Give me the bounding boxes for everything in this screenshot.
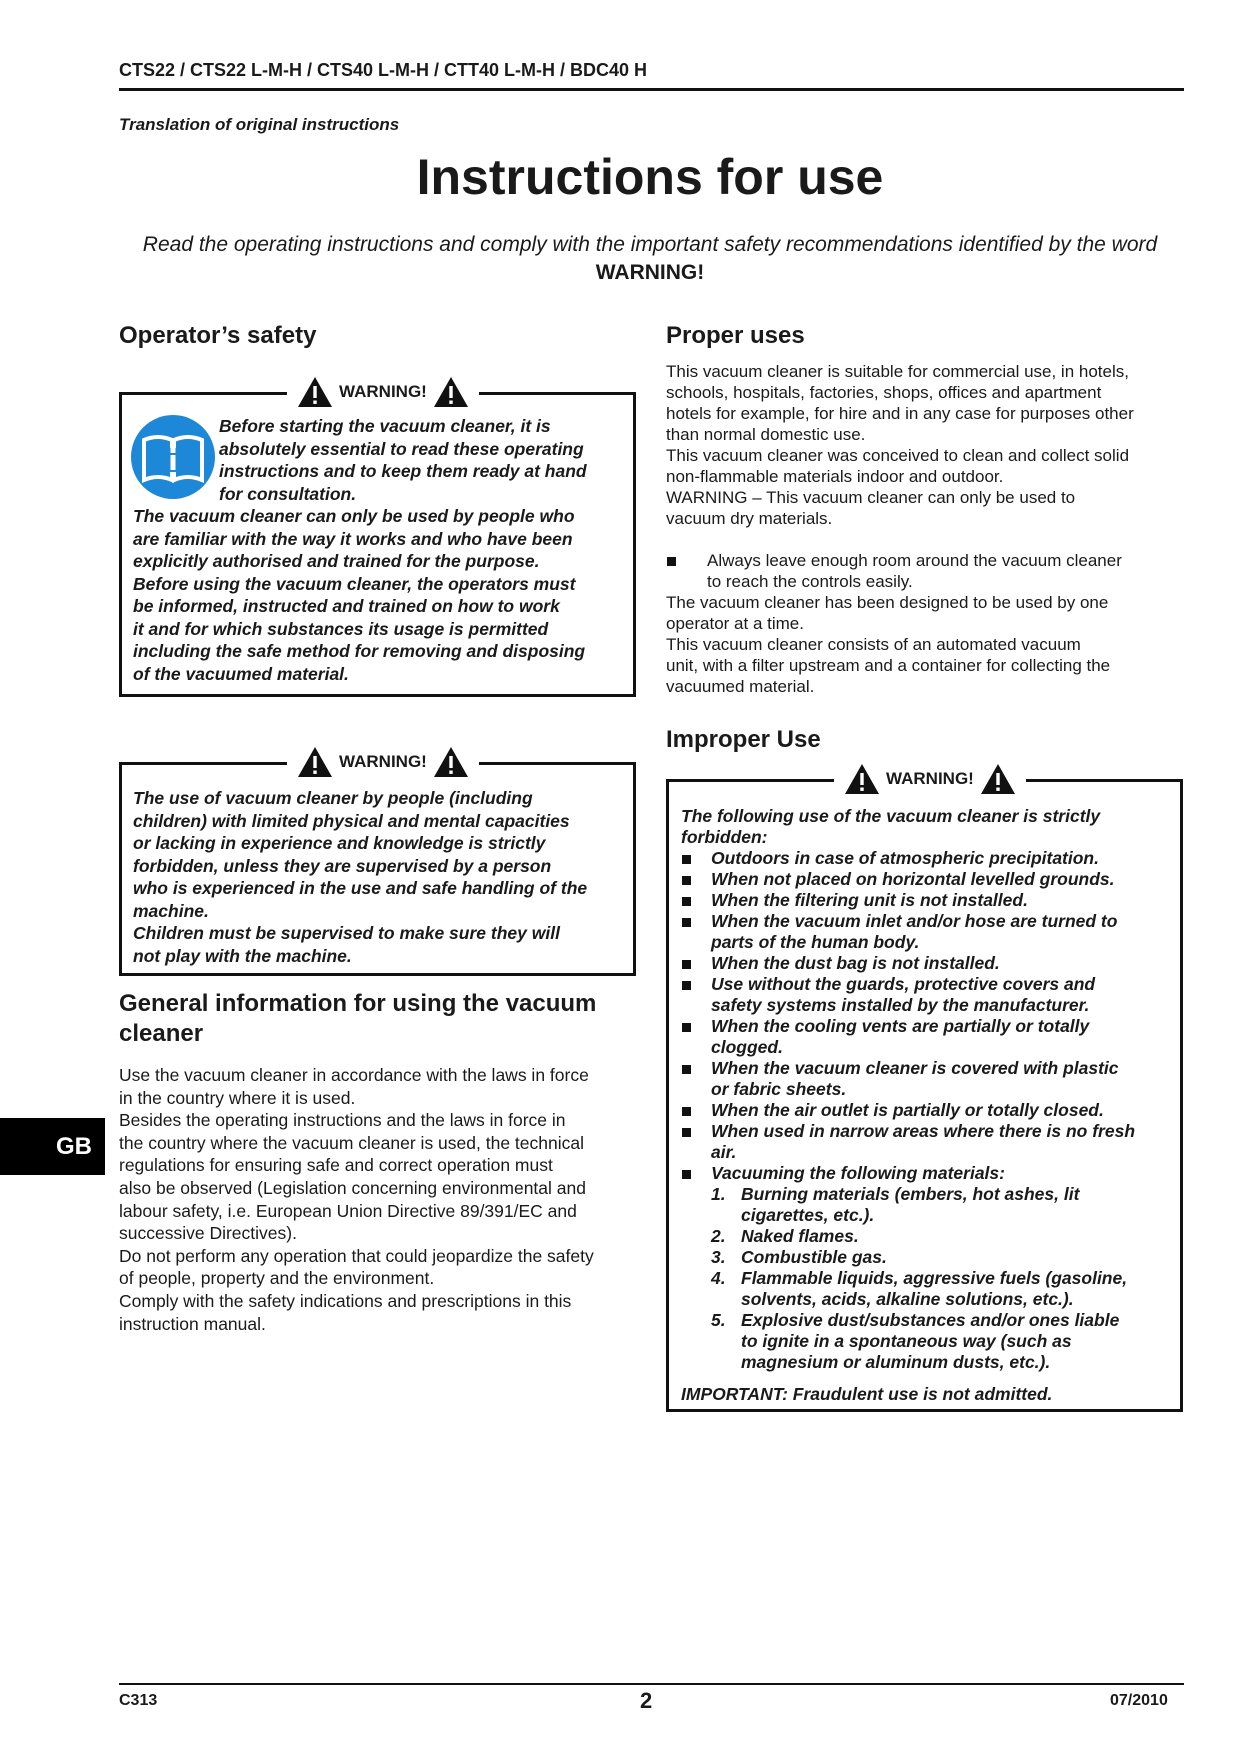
warning-label: WARNING! [339,382,427,401]
text-line: who is experienced in the use and safe handling of the [133,878,588,898]
page-title: Instructions for use [416,149,884,205]
text-line: hotels for example, for hire and in any case for purposes other [666,404,1134,423]
list-item [681,869,1181,890]
intro-emphasis: WARNING! [595,261,705,284]
text-line: forbidden, unless they are supervised by a person [133,855,552,876]
warning-header [834,762,1026,796]
text-line: it and for which substances its usage is permitted [133,618,549,639]
list-item [711,1268,1181,1310]
list-item [711,1184,1181,1226]
text-line: labour safety, i.e. European Union Directive 89/391/EC and [119,1200,577,1221]
footer-code: C313 [119,1692,158,1709]
text-line: cigarettes, etc.). [741,1205,875,1225]
text-line: Always leave enough room around the vacuum cleaner [707,551,1122,570]
text-line: Besides the operating instructions and the laws in force in [119,1110,566,1131]
text-line: to ignite in a spontaneous way (such as [741,1331,1072,1351]
list-item [681,1163,1181,1184]
section-heading-operator-safety: Operator’s safety [119,322,317,349]
list-item [681,1121,1181,1163]
intro-text [140,231,1160,287]
text-line: This vacuum cleaner was conceived to clean and collect solid [666,446,1130,465]
heading-line: General information for using the vacuum [119,990,597,1017]
warning-label: WARNING! [339,752,427,771]
text-line: than normal domestic use. [666,425,866,444]
text-line: be informed, instructed and trained on how to work [133,596,560,616]
text-line: explicitly authorised and trained for the purpose. [133,551,540,571]
text-line: Children must be supervised to make sure they will [133,923,560,943]
text-line: Outdoors in case of atmospheric precipitation. [711,848,1099,868]
forbidden-materials-list [681,1184,1181,1373]
text-line: are familiar with the way it works and who have been [133,528,573,549]
list-item [711,1247,1181,1268]
text-line: Naked flames. [741,1226,859,1246]
text-line: This vacuum cleaner is suitable for commercial use, in hotels, [666,362,1129,381]
warning-header [287,745,479,779]
language-tab: GB [0,1118,105,1175]
footer-rule [119,1683,1184,1685]
text-line: children) with limited physical and mental capacities [133,810,570,831]
text-line: absolutely essential to read these operating [219,438,584,459]
warning-box-improper-use [666,769,1183,1412]
text-line: The vacuum cleaner has been designed to be used by one [666,593,1109,612]
text-line: the country where the vacuum cleaner is used, the technical [119,1132,584,1153]
list-item [681,1016,1181,1058]
text-line: When the filtering unit is not installed. [711,890,1028,910]
list-number: 5. [711,1310,726,1330]
limited-capacities-text [133,787,633,967]
warning-label: WARNING! [886,769,974,788]
list-number: 3. [711,1247,726,1267]
text-line: parts of the human body. [711,932,920,952]
text-line: Comply with the safety indications and prescriptions in this [119,1290,572,1311]
warning-triangle-icon [433,746,469,778]
section-heading-improper-use: Improper Use [666,726,821,753]
text-line: air. [711,1142,737,1162]
text-line: WARNING – This vacuum cleaner can only be used to [666,488,1076,507]
text-line: vacuum dry materials. [666,509,833,528]
improper-use-list [681,848,1181,1184]
warning-box-limited-capacities [119,752,636,976]
text-line: for consultation. [219,483,357,504]
text-line: non-flammable materials indoor and outdoor. [666,467,1004,486]
warning-box-operator-safety [119,382,636,697]
text-line: When used in narrow areas where there is no fresh [711,1121,1136,1141]
text-line: clogged. [711,1037,783,1057]
text-line: The vacuum cleaner can only be used by people who [133,506,575,526]
text-line: not play with the machine. [133,945,352,966]
text-line: instructions and to keep them ready at hand [219,461,587,481]
list-number: 1. [711,1184,726,1204]
text-line: in the country where it is used. [119,1087,356,1108]
text-line: safety systems installed by the manufacturer. [711,995,1090,1015]
list-item [681,974,1181,1016]
text-line: vacuumed material. [666,677,815,696]
text-line: forbidden: [681,827,768,847]
list-item [681,848,1181,869]
text-line: machine. [133,900,209,921]
list-item [711,1226,1181,1247]
text-line: regulations for ensuring safe and correct operation must [119,1155,553,1176]
general-info-text [119,1064,639,1335]
text-line: When the cooling vents are partially or totally [711,1016,1090,1036]
section-heading-proper-uses: Proper uses [666,322,805,349]
text-line: Flammable liquids, aggressive fuels (gasoline, [741,1268,1128,1288]
text-line: Explosive dust/substances and/or ones liable [741,1310,1120,1330]
text-line: schools, hospitals, factories, shops, offices and apartment [666,383,1102,402]
proper-uses-text [666,361,1196,697]
section-heading-general-info [119,989,596,1049]
text-line: Do not perform any operation that could jeopardize the safety [119,1245,594,1266]
list-item [681,911,1181,953]
header-models: CTS22 / CTS22 L-M-H / CTS40 L-M-H / CTT40 L-M-H / BDC40 H [119,60,648,80]
footer-date: 07/2010 [1110,1692,1168,1709]
operator-safety-text-with-icon [219,415,629,505]
text-line: The following use of the vacuum cleaner is strictly [681,806,1101,826]
header-rule [119,88,1184,91]
operator-safety-text [133,505,633,685]
text-line: of people, property and the environment. [119,1268,435,1289]
improper-use-content [681,806,1181,1405]
list-item [681,1100,1181,1121]
heading-line: cleaner [119,1020,204,1047]
text-line: to reach the controls easily. [707,572,913,591]
warning-triangle-icon [297,746,333,778]
text-line: also be observed (Legislation concerning environmental and [119,1177,586,1198]
text-line: This vacuum cleaner consists of an automated vacuum [666,635,1081,654]
text-line: magnesium or aluminum dusts, etc.). [741,1352,1051,1372]
text-line: When the air outlet is partially or totally closed. [711,1100,1104,1120]
list-item [681,1058,1181,1100]
text-line: or fabric sheets. [711,1079,847,1099]
list-item [681,953,1181,974]
intro-sentence: Read the operating instructions and comply with the important safety recommendations identified by the word [142,233,1158,256]
text-line: unit, with a filter upstream and a container for collecting the [666,656,1111,675]
text-line: successive Directives). [119,1223,297,1244]
warning-header [287,375,479,409]
warning-triangle-icon [980,763,1016,795]
translation-note: Translation of original instructions [119,115,400,134]
important-note: IMPORTANT: Fraudulent use is not admitted. [681,1384,1053,1404]
warning-triangle-icon [297,376,333,408]
text-line: When the vacuum inlet and/or hose are turned to [711,911,1118,931]
text-line: Vacuuming the following materials: [711,1163,1005,1183]
text-line: including the safe method for removing and disposing [133,641,586,661]
text-line: Burning materials (embers, hot ashes, lit [741,1184,1080,1204]
list-number: 2. [711,1226,726,1246]
list-item [681,890,1181,911]
list-number: 4. [711,1268,726,1288]
text-line: Combustible gas. [741,1247,887,1267]
text-line: instruction manual. [119,1313,266,1334]
text-line: of the vacuumed material. [133,663,349,684]
page-number: 2 [640,1688,653,1713]
text-line: When not placed on horizontal levelled grounds. [711,869,1115,889]
text-line: The use of vacuum cleaner by people (including [133,788,533,808]
read-manual-info-icon [130,414,216,500]
text-line: solvents, acids, alkaline solutions, etc.). [741,1289,1074,1309]
list-item [711,1310,1181,1373]
text-line: When the dust bag is not installed. [711,953,1000,973]
bullet-square [667,557,676,566]
text-line: Before starting the vacuum cleaner, it is [219,416,551,436]
list-item [666,550,1196,592]
text-line: When the vacuum cleaner is covered with plastic [711,1058,1119,1078]
text-line: or lacking in experience and knowledge is strictly [133,833,546,853]
text-line: Use the vacuum cleaner in accordance with the laws in force [119,1065,589,1085]
text-line: Use without the guards, protective covers and [711,974,1096,994]
warning-triangle-icon [433,376,469,408]
text-line: operator at a time. [666,614,804,633]
text-line: Before using the vacuum cleaner, the operators must [133,573,576,594]
warning-triangle-icon [844,763,880,795]
